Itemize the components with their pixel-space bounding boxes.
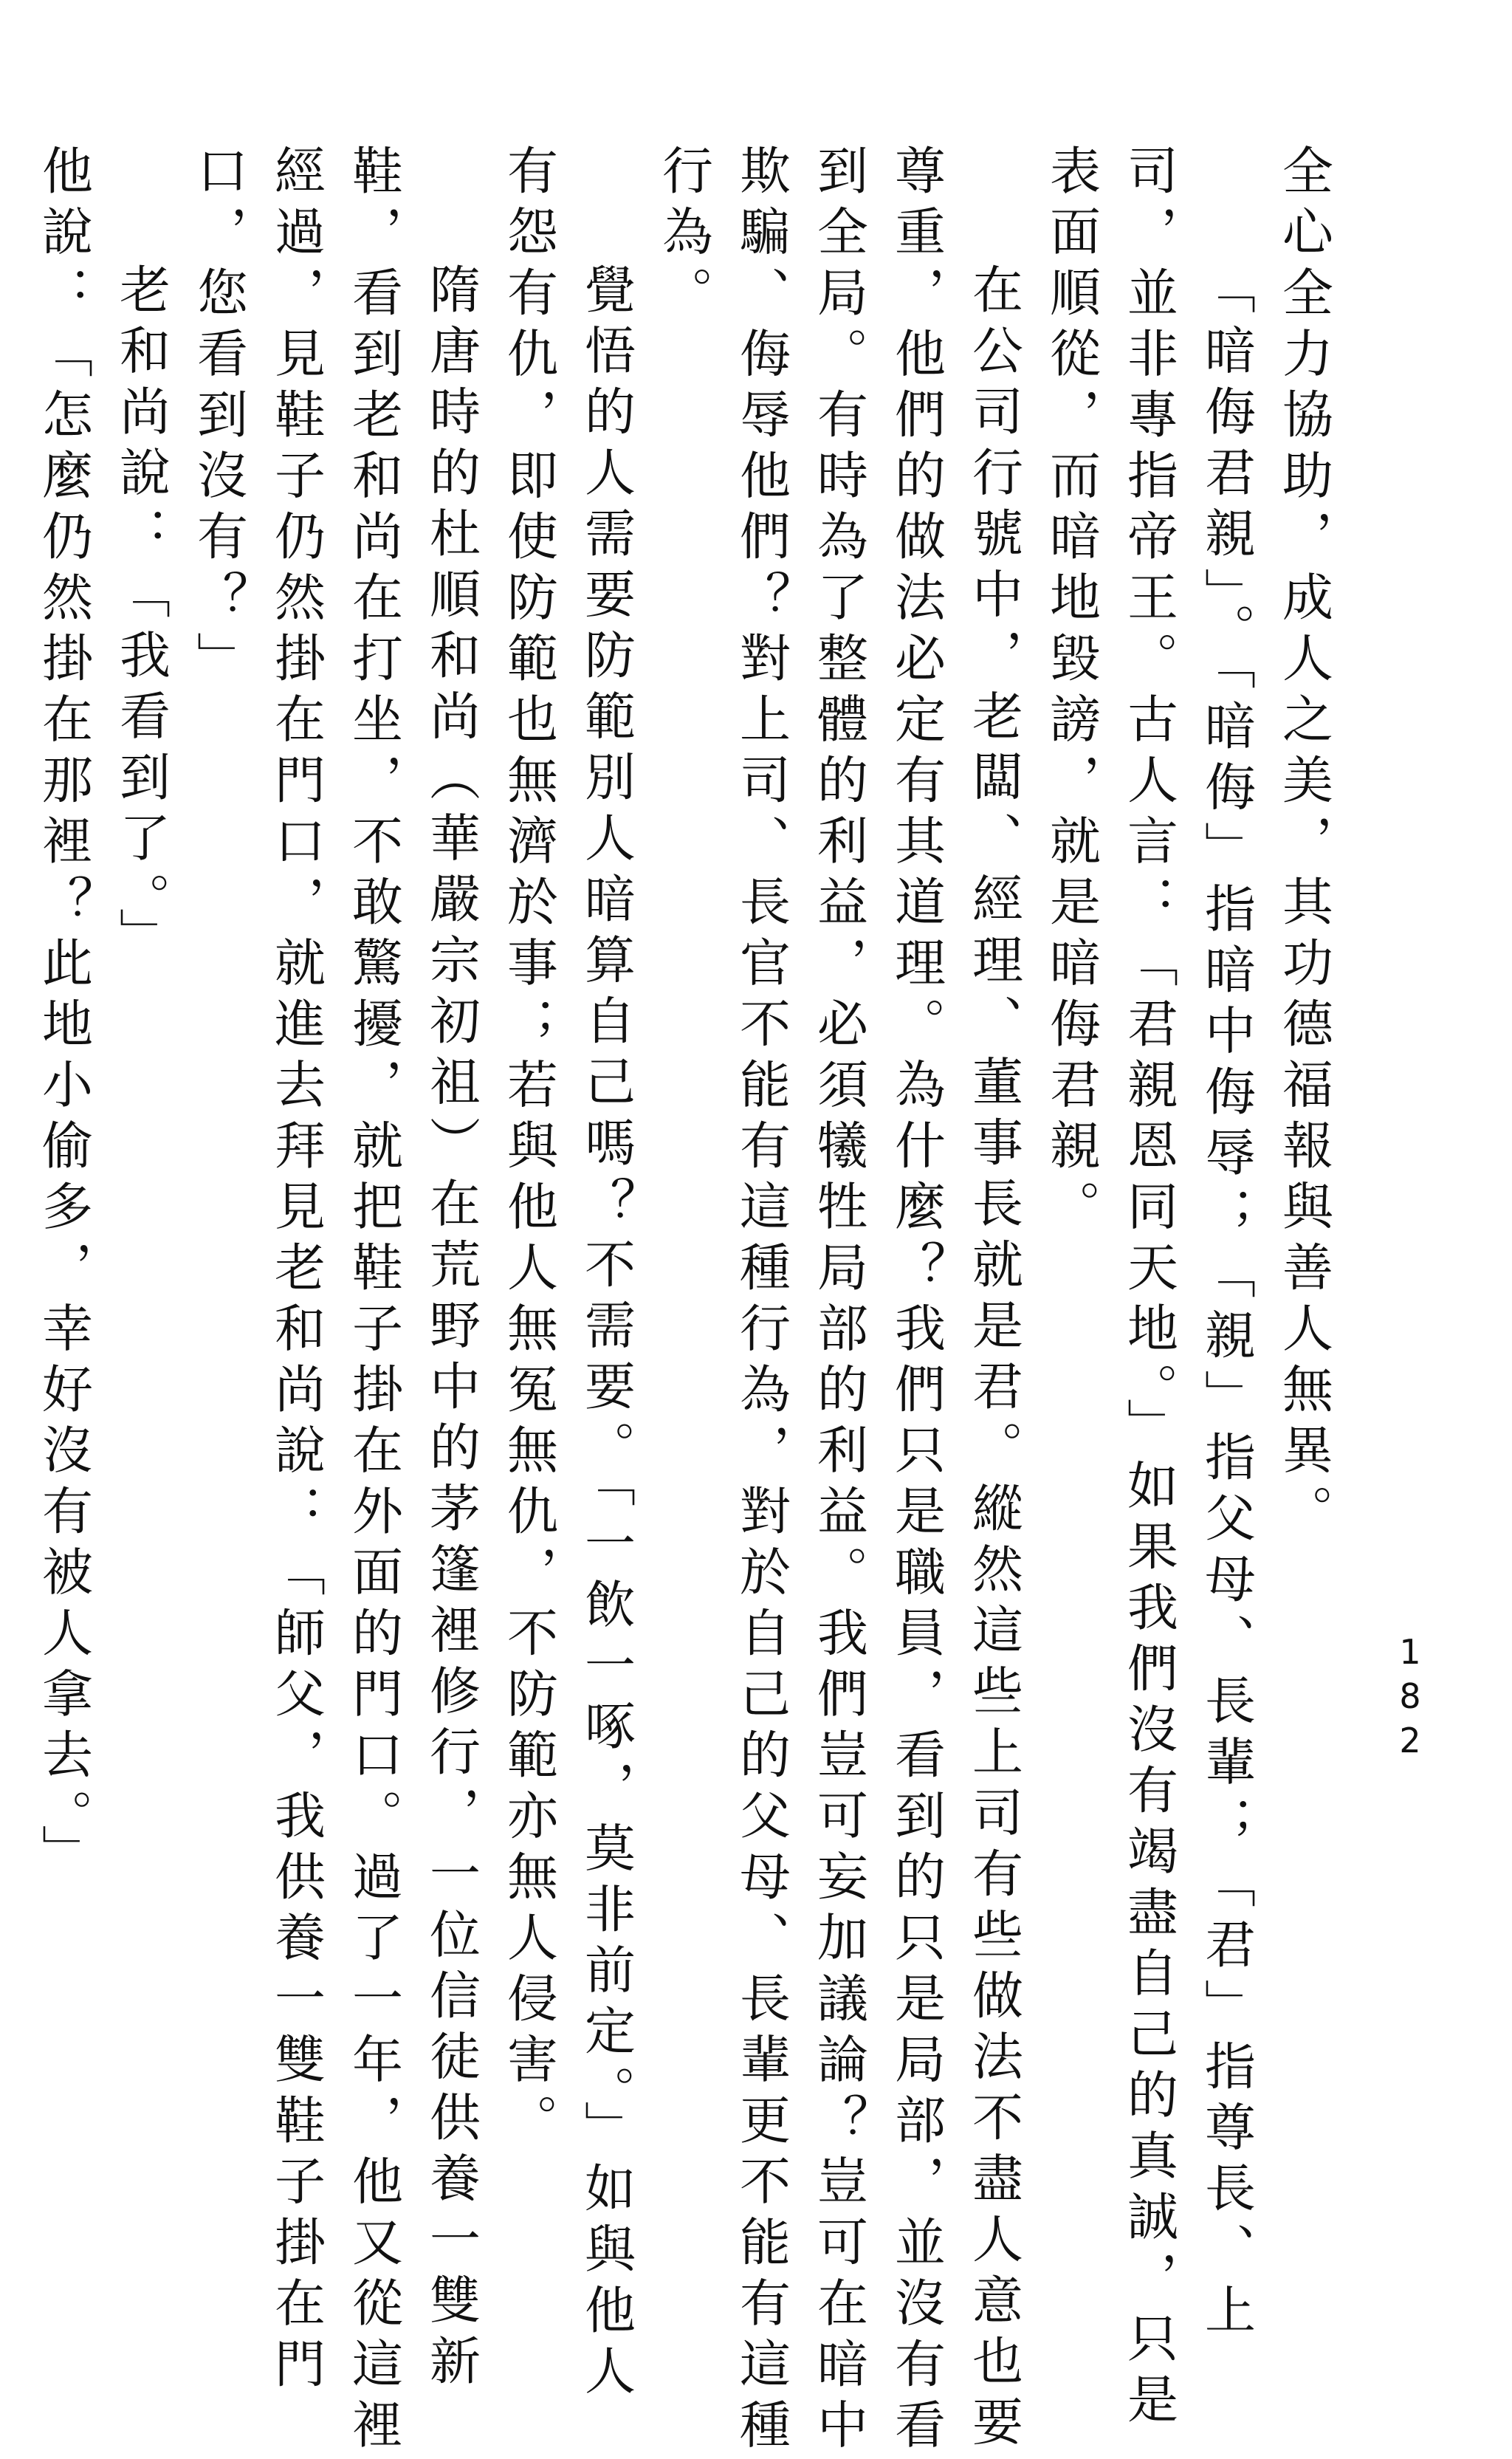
text-column: 到全局。有時為了整體的利益，必須犧牲局部的利益。我們豈可妄加議論？豈可在暗中 [808,144,867,2459]
text-column: 行為。 [653,144,712,327]
text-column: 他說：「怎麼仍然掛在那裡？此地小偷多，幸好沒有被人拿去。」 [33,144,92,1885]
text-column: 尊重，他們的做法必定有其道理。為什麼？我們只是職員，看到的只是局部，並沒有看 [886,144,945,2459]
text-column: 全心全力協助，成人之美，其功德福報與善人無異。 [1274,144,1333,1546]
text-column: 表面順從，而暗地毀謗，就是暗侮君親。 [1041,144,1100,1241]
text-column: 鞋，看到老和尚在打坐，不敢驚擾，就把鞋子掛在外面的門口。過了一年，他又從這裡 [343,144,402,2459]
text-column: 欺騙、侮辱他們？對上司、長官不能有這種行為，對於自己的父母、長輩更不能有這種 [731,144,790,2459]
text-column: 司，並非專指帝王。古人言：「君親恩同天地。」如果我們沒有竭盡自己的真誠，只是 [1118,144,1178,2434]
text-column: 口，您看到沒有？」 [188,144,247,693]
page-number: 182 [1390,1632,1430,1765]
text-column: 在公司行號中，老闆、經理、董事長就是君。縱然這些上司有些做法不盡人意也要 [963,263,1023,2456]
text-column: 經過，見鞋子仍然掛在門口，就進去拜見老和尚說：「師父，我供養一雙鞋子掛在門 [266,144,325,2398]
text-column: 隋唐時的杜順和尚（華嚴宗初祖）在荒野中的茅篷裡修行，一位信徒供養一雙新 [421,263,480,2395]
text-column: 「暗侮君親」。「暗侮」指暗中侮辱；「親」指父母、長輩；「君」指尊長、上 [1196,263,1255,2345]
text-column: 老和尚說：「我看到了。」 [111,263,170,969]
text-column: 有怨有仇，即使防範也無濟於事；若與他人無冤無仇，不防範亦無人侵害。 [498,144,557,2155]
text-column: 覺悟的人需要防範別人暗算自己嗎？不需要。「一飲一啄，莫非前定。」如與他人 [576,263,635,2405]
